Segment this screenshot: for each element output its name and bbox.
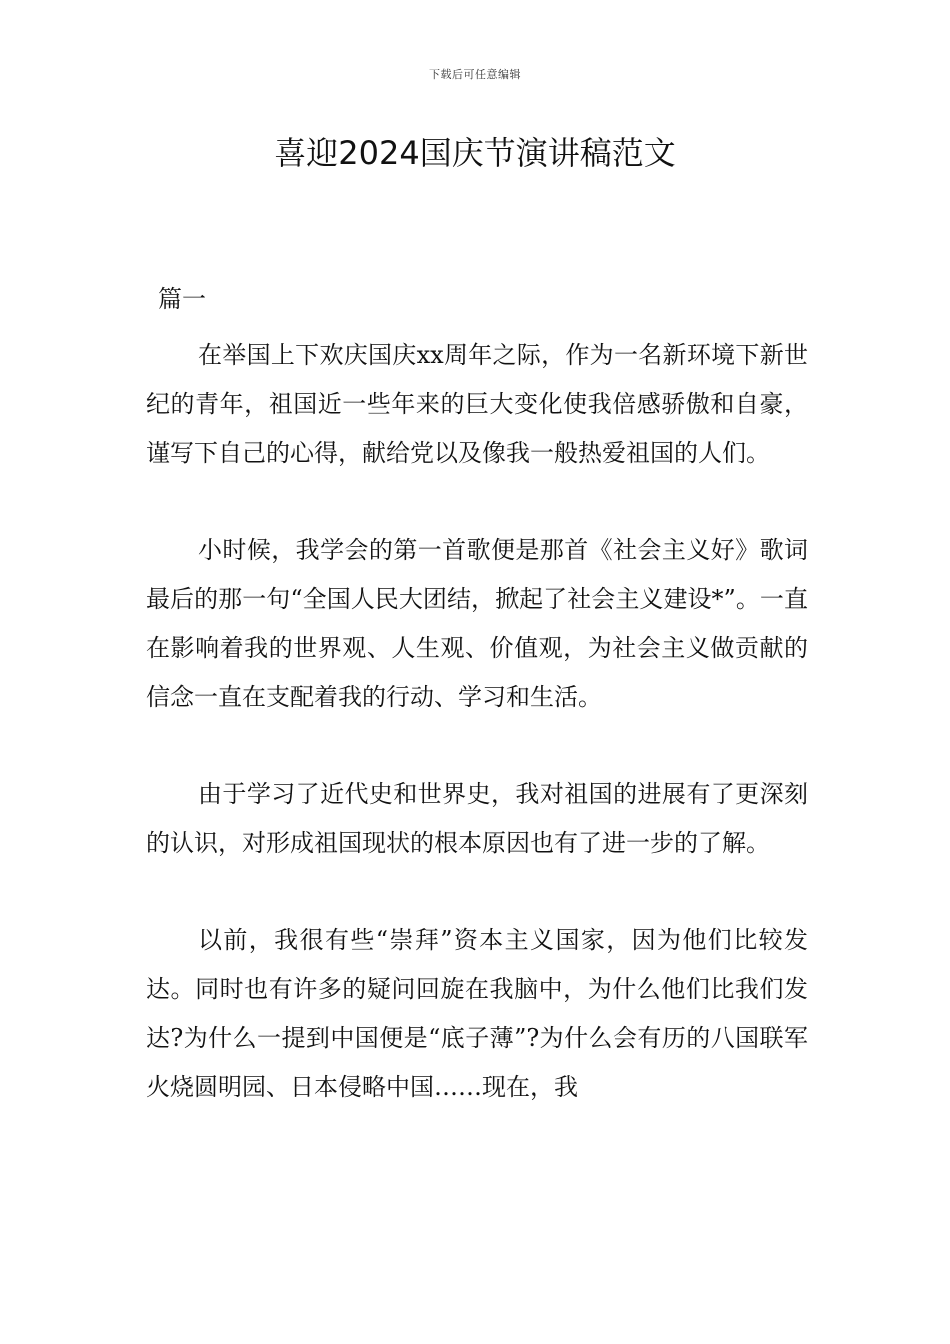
document-title: 喜迎2024国庆节演讲稿范文 (274, 134, 676, 172)
paragraph: 以前，我很有些“崇拜”资本主义国家，因为他们比较发达。同时也有许多的疑问回旋在我脑中，为什么他们比我们发达?为什么一提到中国便是“底子薄”?为什么会有历的八国联军火烧圆明园、日本侵略中国……现在，我 (146, 926, 808, 1101)
header-note: 下载后可任意编辑 (429, 68, 521, 81)
paragraph: 在举国上下欢庆国庆xx周年之际，作为一名新环境下新世纪的青年，祖国近一些年来的巨大变化使我倍感骄傲和自豪，谨写下自己的心得，献给党以及像我一般热爱祖国的人们。 (146, 341, 808, 467)
body-text (146, 331, 808, 1160)
paragraph: 小时候，我学会的第一首歌便是那首《社会主义好》歌词最后的那一句“全国人民大团结，掀起了社会主义建设*”。一直在影响着我的世界观、人生观、价值观，为社会主义做贡献的信念一直在支配着我的行动、学习和生活。 (146, 536, 808, 711)
section-label: 篇一 (158, 285, 206, 313)
paragraph: 由于学习了近代史和世界史，我对祖国的进展有了更深刻的认识，对形成祖国现状的根本原因也有了进一步的了解。 (146, 780, 808, 857)
